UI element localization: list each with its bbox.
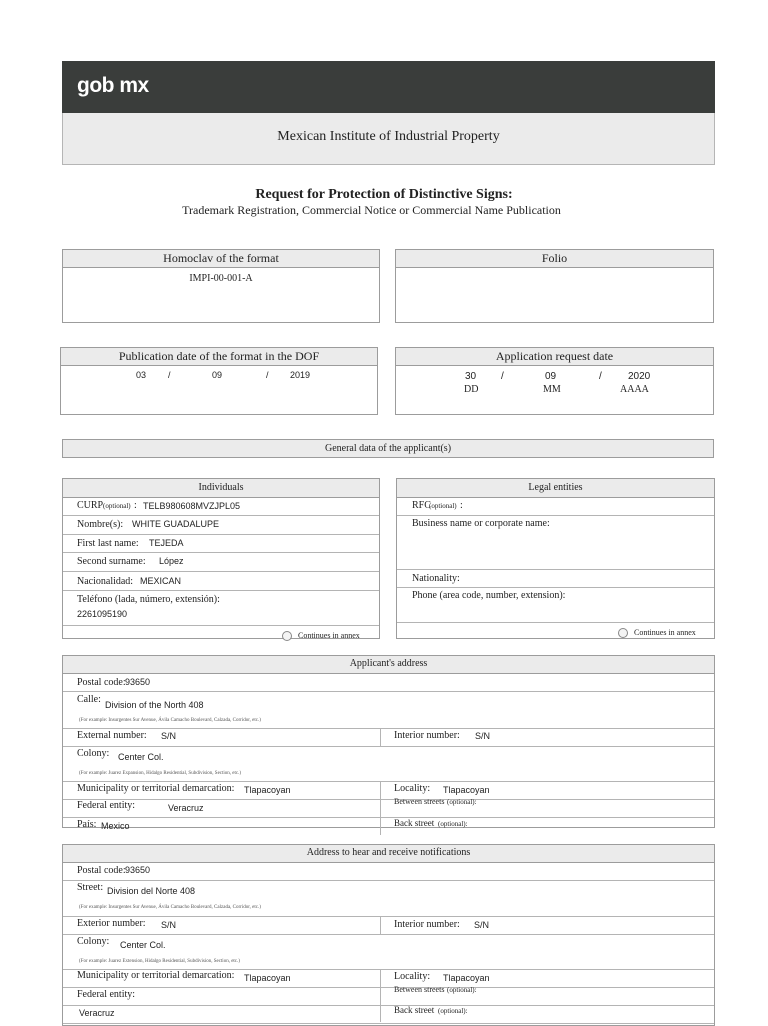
first-last-name-value: TEJEDA — [149, 538, 184, 548]
addr-muni-row — [63, 782, 714, 800]
homoclav-box — [62, 249, 380, 323]
addr-federal-row — [63, 797, 714, 818]
req-month: 09 — [545, 371, 557, 382]
notify-int-label: Interior number: — [394, 919, 460, 930]
notify-colony-label: Colony: — [77, 936, 110, 947]
req-aaaa-label: AAAA — [620, 384, 649, 395]
notify-back-optional: (optional): — [438, 1007, 468, 1015]
individuals-annex-row — [63, 626, 379, 644]
business-name-label: Business name or corporate name: — [412, 518, 550, 529]
homoclav-label: Homoclav of the format — [63, 250, 379, 268]
legal-annex-label: Continues in annex — [634, 628, 696, 637]
addr-country-value[interactable]: Mexico — [101, 821, 130, 831]
addr-federal-divider — [380, 800, 381, 817]
addr-ext-value[interactable]: S/N — [161, 731, 177, 741]
req-sep-1: / — [501, 371, 504, 382]
folio-label: Folio — [396, 250, 713, 268]
notify-muni-label: Municipality or territorial demarcation: — [77, 970, 235, 981]
addr-muni-label: Municipality or territorial demarcation: — [77, 783, 235, 794]
applicant-address-box — [62, 655, 715, 831]
notify-back-label: Back street — [394, 1005, 435, 1015]
request-date-box — [395, 347, 714, 415]
addr-country-row — [63, 818, 714, 835]
nationality-value: MEXICAN — [140, 576, 182, 586]
notify-muni-divider — [380, 970, 381, 987]
rfc-label: RFC — [412, 500, 431, 511]
addr-postal-row[interactable] — [63, 674, 714, 692]
request-date-label: Application request date — [396, 348, 713, 366]
addr-street-example: (For example: Insurgentes Sur Avenue, Ávila Camacho Boulevard, Calzada, Corridor, etc.) — [79, 718, 261, 723]
notify-federal-value-row — [63, 1006, 714, 1024]
first-last-name-row[interactable] — [63, 535, 379, 553]
notify-street-label: Street: — [77, 882, 104, 893]
addr-back-label: Back street — [394, 818, 435, 828]
general-data-label: General data of the applicant(s) — [324, 443, 452, 454]
legal-entities-box — [396, 478, 715, 639]
legal-nationality-label: Nationality: — [412, 573, 460, 584]
addr-between-label: Between streets — [394, 797, 445, 806]
institute-bar — [62, 113, 715, 165]
legal-nationality-row[interactable] — [397, 570, 714, 588]
publication-date-label: Publication date of the format in the DOF — [61, 348, 377, 366]
individuals-header: Individuals — [63, 479, 379, 498]
notify-street-row[interactable] — [63, 881, 714, 917]
second-surname-value: López — [159, 556, 184, 566]
addr-colony-label: Colony: — [77, 748, 110, 759]
req-mm-label: MM — [543, 384, 561, 395]
addr-country-label: País: — [77, 819, 97, 830]
req-year: 2020 — [628, 371, 651, 382]
req-sep-2: / — [599, 371, 602, 382]
notify-between-optional: (optional): — [447, 986, 477, 994]
notify-between-label: Between streets — [394, 985, 445, 994]
second-surname-label: Second surname: — [77, 556, 146, 567]
notify-federal-label: Federal entity: — [77, 989, 136, 1000]
first-last-name-label: First last name: — [77, 538, 139, 549]
legal-annex-row — [397, 623, 714, 641]
notify-muni-value[interactable]: Tlapacoyan — [244, 973, 291, 983]
curp-optional: (optional) — [103, 502, 131, 510]
legal-phone-label: Phone (area code, number, extension): — [412, 590, 566, 601]
notify-street-example: (For example: Insurgentes Sur Avenue, Ávila Camacho Boulevard, Calzada, Corridor, etc.) — [79, 905, 261, 910]
addr-colony-example: (For example: Juarez Expansion, Hidalgo Residential, Subdivision, Section, etc.) — [79, 771, 242, 776]
req-day: 30 — [465, 371, 477, 382]
notify-colony-value: Center Col. — [120, 940, 166, 950]
notify-street-value: Division del Norte 408 — [107, 886, 196, 896]
nationality-row[interactable] — [63, 572, 379, 591]
addr-country-divider — [380, 818, 381, 835]
addr-federal-value[interactable]: Veracruz — [168, 803, 204, 813]
gob-mx-logo: gob mx — [77, 74, 149, 97]
addr-muni-divider — [380, 782, 381, 799]
name-row[interactable] — [63, 516, 379, 535]
notify-colony-example: (For example: Juarez Extension, Hidalgo Residential, Subdivision, Section, etc.) — [79, 959, 240, 964]
notify-locality-label: Locality: — [394, 971, 431, 982]
addr-int-label: Interior number: — [394, 730, 460, 741]
name-value: WHITE GUADALUPE — [132, 519, 220, 529]
addr-locality-label: Locality: — [394, 783, 431, 794]
addr-muni-value[interactable]: Tlapacoyan — [244, 785, 291, 795]
addr-street-row[interactable] — [63, 692, 714, 729]
individuals-annex-radio[interactable] — [282, 631, 292, 641]
addr-between-optional: (optional): — [447, 798, 477, 806]
general-data-header — [62, 439, 714, 458]
form-title: Request for Protection of Distinctive Signs: — [255, 187, 513, 202]
addr-locality-value[interactable]: Tlapacoyan — [443, 785, 490, 795]
addr-number-divider — [380, 729, 381, 746]
pub-sep-1: / — [168, 370, 171, 380]
addr-colony-value: Center Col. — [118, 752, 164, 762]
nationality-label: Nacionalidad: — [77, 576, 134, 587]
addr-colony-row[interactable] — [63, 747, 714, 782]
notify-postal-row[interactable] — [63, 863, 714, 881]
gob-header-bar — [62, 61, 715, 113]
business-name-row[interactable] — [397, 516, 714, 570]
second-surname-row[interactable] — [63, 553, 379, 572]
rfc-optional: (optional) — [429, 502, 457, 510]
folio-box[interactable] — [395, 249, 714, 323]
addr-postal-value: 93650 — [125, 677, 151, 687]
addr-int-value[interactable]: S/N — [475, 731, 491, 741]
addr-street-value: Division of the North 408 — [105, 700, 204, 710]
addr-federal-label: Federal entity: — [77, 800, 136, 811]
req-dd-label: DD — [464, 384, 479, 395]
legal-phone-row[interactable] — [397, 588, 714, 623]
notify-int-value[interactable]: S/N — [474, 920, 490, 930]
curp-value: TELB980608MVZJPL05 — [143, 501, 241, 511]
applicant-address-header: Applicant's address — [63, 656, 714, 674]
individuals-box — [62, 478, 380, 639]
homoclav-value: IMPI-00-001-A — [189, 273, 253, 284]
pub-year: 2019 — [290, 370, 311, 380]
notify-number-row — [63, 917, 714, 935]
individuals-annex-label: Continues in annex — [298, 631, 360, 640]
institute-name: Mexican Institute of Industrial Property — [277, 129, 500, 144]
addr-number-row — [63, 729, 714, 747]
curp-label: CURP — [77, 500, 104, 511]
notify-federal-row — [63, 985, 714, 1006]
notify-number-divider — [380, 917, 381, 934]
notify-locality-value[interactable]: Tlapacoyan — [443, 973, 490, 983]
addr-ext-label: External number: — [77, 730, 147, 741]
form-subtitle: Trademark Registration, Commercial Notice or Commercial Name Publication — [182, 203, 561, 217]
notify-address-header: Address to hear and receive notifications — [63, 845, 714, 863]
notify-muni-row — [63, 970, 714, 988]
pub-day: 03 — [136, 370, 147, 380]
legal-entities-header: Legal entities — [397, 479, 714, 498]
notify-postal-label: Postal code: — [77, 865, 126, 876]
name-label: Nombre(s): — [77, 519, 124, 530]
addr-back-optional: (optional): — [438, 820, 468, 828]
curp-row[interactable] — [63, 498, 379, 516]
notify-ext-label: Exterior number: — [77, 918, 146, 929]
pub-sep-2: / — [266, 370, 269, 380]
publication-date-box — [60, 347, 378, 415]
phone-label: Teléfono (lada, número, extensión): — [77, 594, 220, 605]
notify-ext-value[interactable]: S/N — [161, 920, 177, 930]
rfc-row[interactable] — [397, 498, 714, 516]
legal-annex-radio[interactable] — [618, 628, 628, 638]
notify-federal-value[interactable]: Veracruz — [79, 1008, 115, 1018]
rfc-colon: : — [460, 500, 463, 511]
notify-address-box — [62, 844, 715, 1026]
curp-colon: : — [134, 500, 137, 511]
phone-row[interactable] — [63, 591, 379, 626]
notify-postal-value: 93650 — [125, 865, 151, 875]
pub-month: 09 — [212, 370, 223, 380]
phone-value: 2261095190 — [77, 609, 128, 619]
addr-postal-label: Postal code: — [77, 677, 126, 688]
addr-street-label: Calle: — [77, 694, 101, 705]
notify-colony-row[interactable] — [63, 935, 714, 970]
